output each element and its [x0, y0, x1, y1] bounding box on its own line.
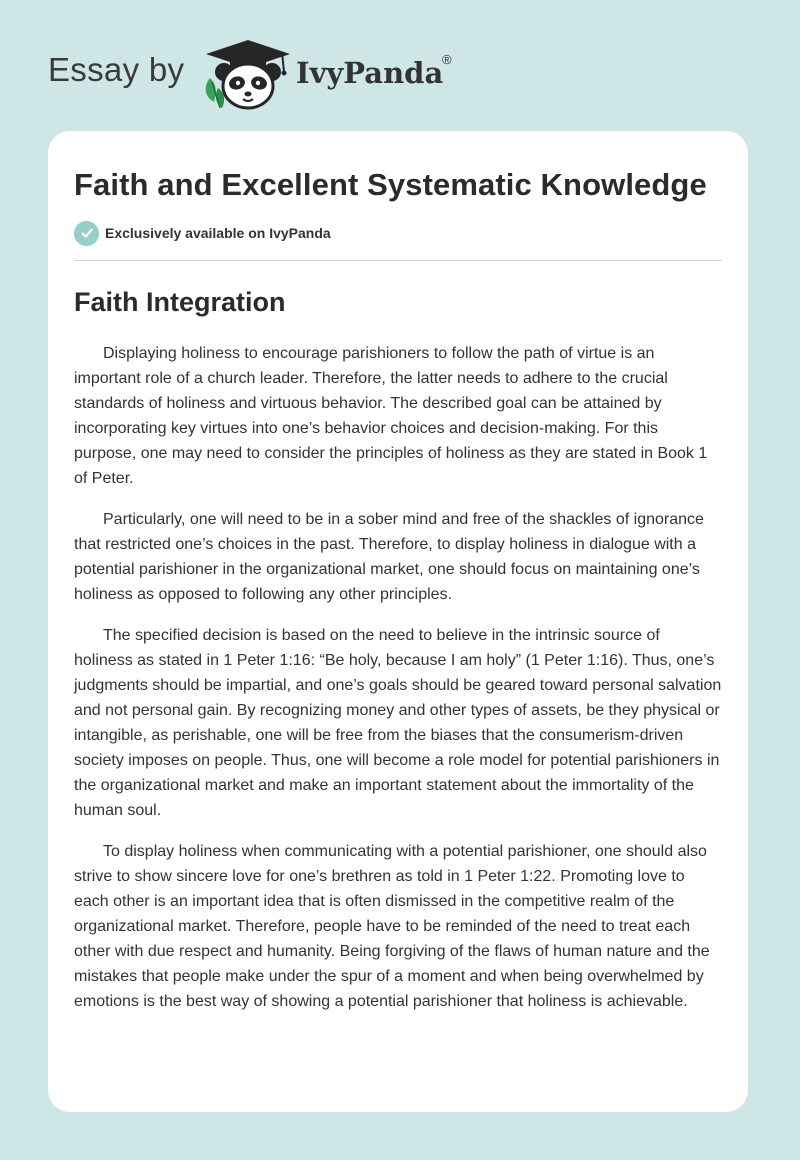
ivypanda-brand-name[interactable]: IvyPanda	[296, 56, 444, 90]
paragraph: Displaying holiness to encourage parishioners to follow the path of virtue is an important role of a church leader. Therefore, the latter needs to adhere to the crucial standards of holiness and virtuous behavior. The described goal can be attained by incorporating key virtues into one’s behavior choices and decision-making. For this purpose, one may need to consider the principles of holiness as they are stated in Book 1 of Peter.	[74, 345, 708, 487]
exclusive-label: Exclusively available on IvyPanda	[105, 225, 331, 241]
site-header	[0, 0, 800, 130]
essay-title: Faith and Excellent Systematic Knowledge	[74, 167, 707, 202]
panda-graduate-logo-icon[interactable]	[202, 38, 294, 110]
essay-body	[74, 341, 722, 1014]
section-heading: Faith Integration	[74, 287, 286, 317]
paragraph: Particularly, one will need to be in a sober mind and free of the shackles of ignorance that restricted one’s choices in the past. Therefore, to display holiness in dialogue with a potential parishioner in the organizational market, one should focus on maintaining one’s holiness as opposed to following any other principles.	[74, 511, 704, 603]
exclusive-badge	[74, 219, 722, 247]
essay-card	[48, 131, 748, 1112]
check-icon	[74, 221, 99, 246]
essay-by-label: Essay by	[48, 51, 185, 88]
paragraph: To display holiness when communicating with a potential parishioner, one should also strive to show sincere love for one’s brethren as told in 1 Peter 1:22. Promoting love to each other is an important idea that is often dismissed in the competitive realm of the organizational market. Therefore, people have to be reminded of the need to treat each other with due respect and humanity. Being forgiving of the flaws of human nature and the mistakes that people make under the spur of a moment and when being overwhelmed by emotions is the best way of showing a potential parishioner that holiness is achievable.	[74, 843, 710, 1010]
paragraph: The specified decision is based on the need to believe in the intrinsic source of holiness as stated in 1 Peter 1:16: “Be holy, because I am holy” (1 Peter 1:16). Thus, one’s judgments should be impartial, and one’s goals should be geared toward personal salvation and not personal gain. By recognizing money and other types of assets, be they physical or intangible, as perishable, one will be free from the biases that the consumerism-driven society imposes on people. Thus, one will become a role model for potential parishioners in the organizational market and make an important statement about the immortality of the human soul.	[74, 627, 722, 819]
registered-mark: ®	[442, 52, 452, 67]
divider	[74, 260, 722, 261]
